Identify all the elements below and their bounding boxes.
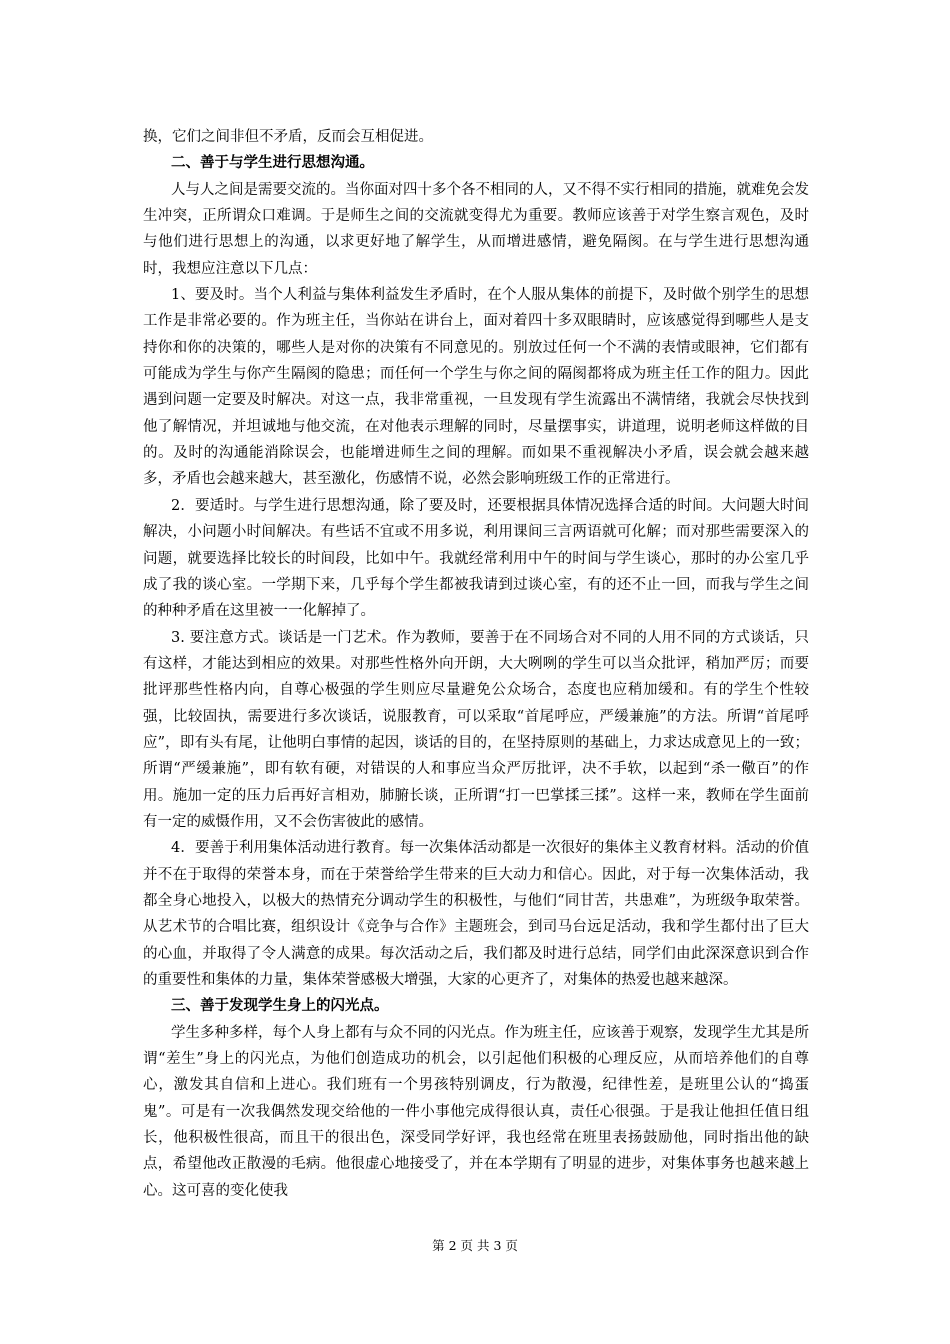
paragraph-point-4-collective-activities: 4．要善于利用集体活动进行教育。每一次集体活动都是一次很好的集体主义教育材料。活动的价值并不在于取得的荣誉本身，而在于荣誉给学生带来的巨大动力和信心。因此，对于每一次集体活动，我都全身心地投入，以极大的热情充分调动学生的积极性，与他们“同甘苦，共患难”，为班级争取荣誉。从艺术节的合唱比赛，组织设计《竞争与合作》主题班会，到司马台远足活动，我和学生都付出了巨大的心血，并取得了令人满意的成果。每次活动之后，我们都及时进行总结，同学们由此深深意识到合作的重要性和集体的力量，集体荣誉感极大增强，大家的心更齐了，对集体的热爱也越来越深。 — [143, 840, 809, 988]
paragraph-bright-spots: 学生多种多样，每个人身上都有与众不同的闪光点。作为班主任，应该善于观察，发现学生尤其是所谓“差生”身上的闪光点，为他们创造成功的机会，以引起他们积极的心理反应，从而培养他们的自尊心，激发其自信和上进心。我们班有一个男孩特别调皮，行为散漫，纪律性差，是班里公认的“捣蛋鬼”。可是有一次我偶然发现交给他的一件小事他完成得很认真，责任心很强。于是我让他担任值日组长，他积极性很高，而且干的很出色，深受同学好评，我也经常在班里表扬鼓励他，同时指出他的缺点，希望他改正散漫的毛病。他很虚心地接受了，并在本学期有了明显的进步，对集体事务也越来越上心。这可喜的变化使我 — [143, 1024, 809, 1199]
paragraph-point-2-appropriate-time: 2．要适时。与学生进行思想沟通，除了要及时，还要根据具体情况选择合适的时间。大问题大时间解决，小问题小时间解决。有些话不宜或不用多说，利用课间三言两语就可化解；而对那些需要深入的问题，就要选择比较长的时间段，比如中午。我就经常利用中午的时间与学生谈心，那时的办公室几乎成了我的谈心室。一学期下来，几乎每个学生都被我请到过谈心室，有的还不止一回，而我与学生之间的种种矛盾在这里被一一化解掉了。 — [143, 497, 809, 620]
document-body — [143, 124, 809, 1204]
paragraph-point-3-method: 3. 要注意方式。谈话是一门艺术。作为教师，要善于在不同场合对不同的人用不同的方式谈话，只有这样，才能达到相应的效果。对那些性格外向开朗，大大咧咧的学生可以当众批评，稍加严厉；而要批评那些性格内向，自尊心极强的学生则应尽量避免公众场合，态度也应稍加缓和。有的学生个性较强，比较固执，需要进行多次谈话，说服教育，可以采取“首尾呼应，严缓兼施”的方法。所谓“首尾呼应”，即有头有尾，让他明白事情的起因，谈话的目的，在坚持原则的基础上，力求达成意见上的一致；所谓“严缓兼施”，即有软有硬，对错误的人和事应当众严厉批评，决不手软，以起到“杀一儆百”的作用。施加一定的压力后再好言相劝，肺腑长谈，正所谓“打一巴掌揉三揉”。这样一来，教师在学生面前有一定的威慑作用，又不会伤害彼此的感情。 — [143, 629, 809, 830]
section-heading-3: 三、善于发现学生身上的闪光点。 — [171, 997, 389, 1015]
paragraph-communication-intro: 人与人之间是需要交流的。当你面对四十多个各不相同的人，又不得不实行相同的措施，就难免会发生冲突，正所谓众口难调。于是师生之间的交流就变得尤为重要。教师应该善于对学生察言观色，及时与他们进行思想上的沟通，以求更好地了解学生，从而增进感情，避免隔阂。在与学生进行思想沟通时，我想应注意以下几点： — [143, 181, 809, 277]
page-number-footer: 第 2 页 共 3 页 — [432, 1238, 518, 1253]
paragraph-point-1-timely: 1、要及时。当个人利益与集体利益发生矛盾时，在个人服从集体的前提下，及时做个别学生的思想工作是非常必要的。作为班主任，当你站在讲台上，面对着四十多双眼睛时，应该感觉得到哪些人是支持你和你的决策的，哪些人是对你的决策有不同意见的。别放过任何一个不满的表情或眼神，它们都有可能成为学生与你产生隔阂的隐患；而任何一个学生与你之间的隔阂都将成为班主任工作的阻力。因此遇到问题一定要及时解决。对这一点，我非常重视，一旦发现有学生流露出不满情绪，我就会尽快找到他了解情况，并坦诚地与他交流，在对他表示理解的同时，尽量摆事实，讲道理，说明老师这样做的目的。及时的沟通能消除误会，也能增进师生之间的理解。而如果不重视解决小矛盾，误会就会越来越多，矛盾也会越来越大，甚至激化，伤感情不说，必然会影响班级工作的正常进行。 — [143, 287, 809, 488]
paragraph-continuation: 换，它们之间非但不矛盾，反而会互相促进。 — [143, 129, 433, 145]
section-heading-2: 二、善于与学生进行思想沟通。 — [171, 154, 374, 172]
